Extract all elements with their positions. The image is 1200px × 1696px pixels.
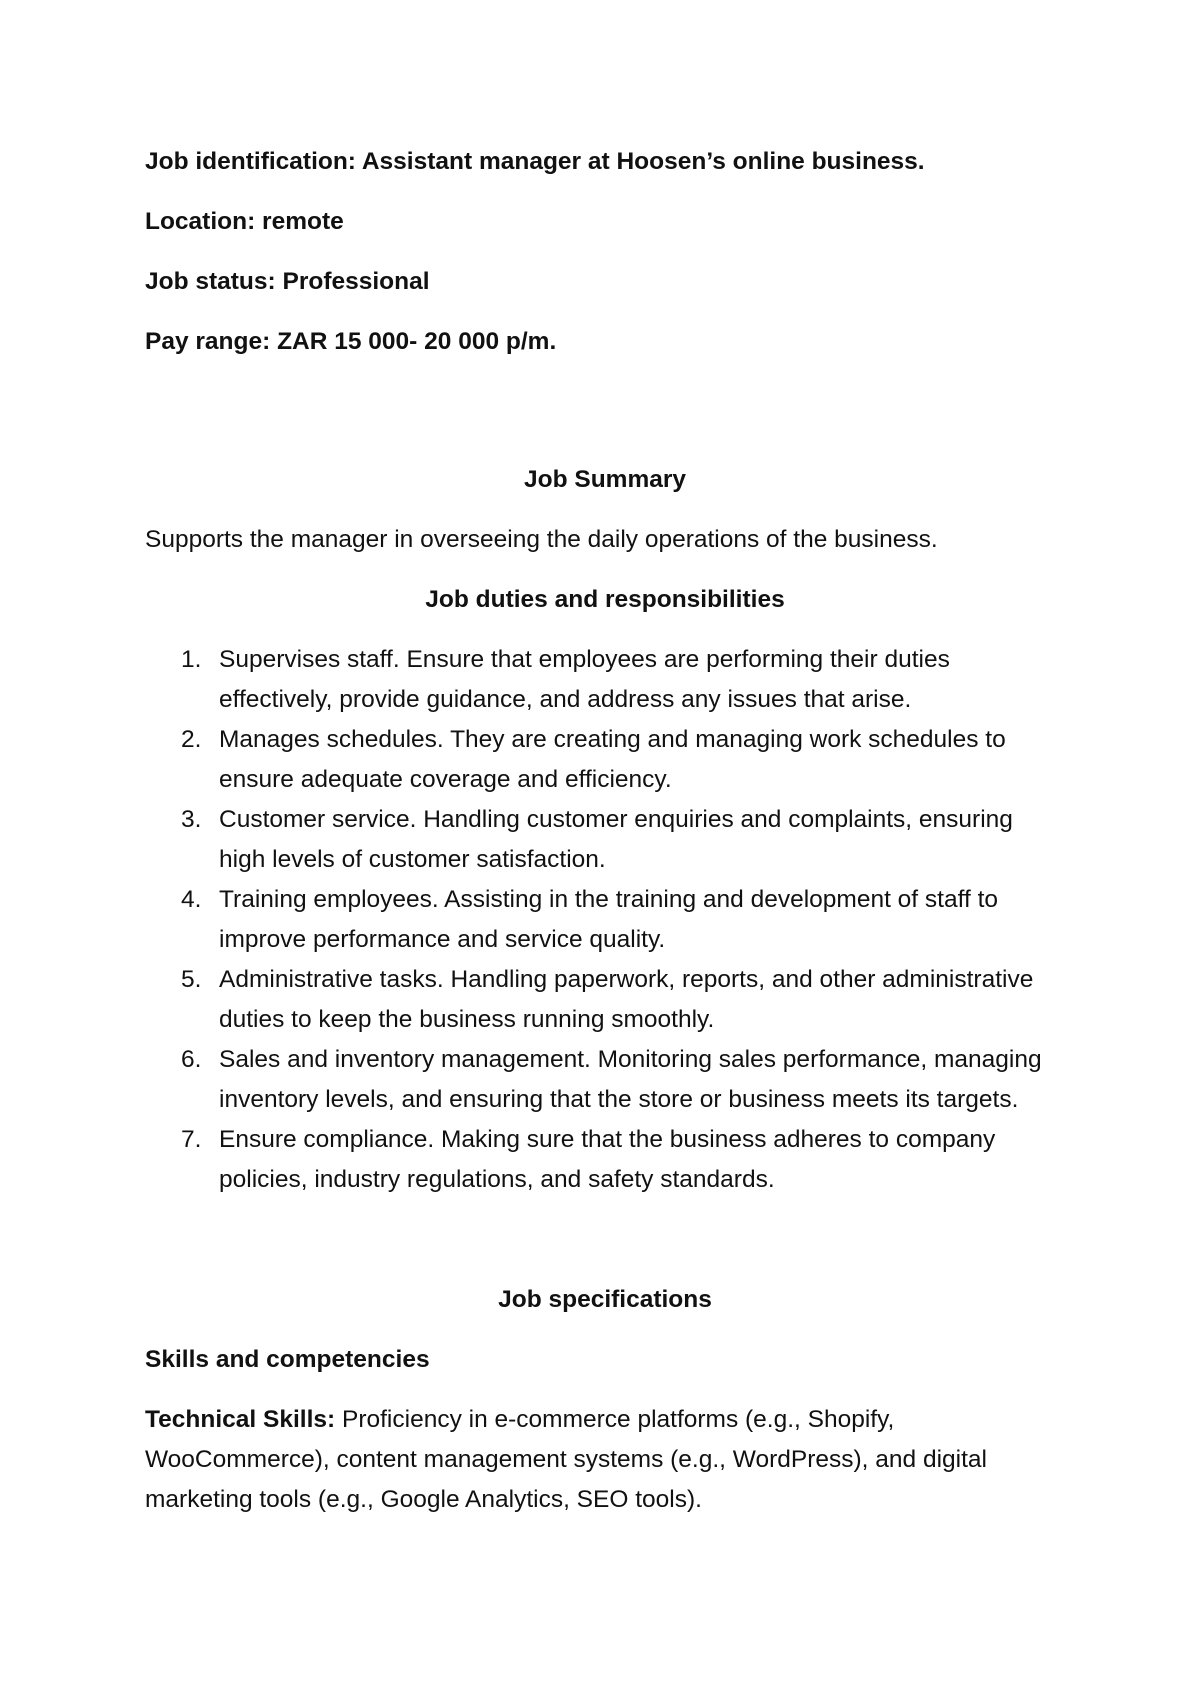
list-item-number: 4. — [181, 886, 202, 913]
list-item-number: 3. — [181, 806, 202, 833]
list-item — [145, 960, 1065, 1040]
skills-heading: Skills and competencies — [145, 1346, 430, 1373]
job-identification: Job identification: Assistant manager at Hoosen’s online business. — [145, 148, 925, 175]
list-item — [145, 720, 1065, 800]
list-item-text: Customer service. Handling customer enquiries and complaints, ensuring high levels of customer satisfaction. — [219, 806, 1013, 873]
list-item-text: Administrative tasks. Handling paperwork, reports, and other administrative duties to keep the business running smoothly. — [219, 966, 1034, 1033]
job-summary-heading: Job Summary — [523, 466, 687, 493]
job-specifications-heading: Job specifications — [498, 1286, 712, 1313]
list-item — [145, 1040, 1065, 1120]
list-item-number: 7. — [181, 1126, 202, 1153]
list-item-number: 1. — [181, 646, 202, 673]
list-item-text: Training employees. Assisting in the training and development of staff to improve performance and service quality. — [219, 886, 999, 953]
job-status: Job status: Professional — [145, 268, 430, 295]
list-item — [145, 800, 1065, 880]
technical-skills-paragraph — [145, 1400, 1065, 1520]
list-item-text: Sales and inventory management. Monitoring sales performance, managing inventory levels, and ensuring that the store or business meets its targets. — [219, 1046, 1042, 1113]
list-item-text: Ensure compliance. Making sure that the business adheres to company policies, industry regulations, and safety standards. — [219, 1126, 996, 1193]
list-item — [145, 640, 1065, 720]
technical-skills-label: Technical Skills: — [145, 1406, 336, 1433]
spacer — [145, 382, 1065, 460]
list-item-number: 6. — [181, 1046, 202, 1073]
document-body — [145, 142, 1065, 1540]
list-item-text: Supervises staff. Ensure that employees are performing their duties effectively, provide guidance, and address any issues that arise. — [219, 646, 950, 713]
job-summary-text: Supports the manager in overseeing the daily operations of the business. — [145, 526, 938, 553]
job-location: Location: remote — [145, 208, 344, 235]
duties-heading: Job duties and responsibilities — [425, 586, 785, 613]
list-item-number: 2. — [181, 726, 202, 753]
technical-skills-text: Proficiency in e-commerce platforms (e.g., Shopify, WooCommerce), content management systems (e.g., WordPress), and digital marketing tools (e.g., Google Analytics, SEO tools). — [145, 1406, 987, 1513]
list-item — [145, 1120, 1065, 1200]
duties-list — [145, 640, 1065, 1200]
list-item-number: 5. — [181, 966, 202, 993]
pay-range: Pay range: ZAR 15 000- 20 000 p/m. — [145, 328, 557, 355]
list-item-text: Manages schedules. They are creating and managing work schedules to ensure adequate coverage and efficiency. — [219, 726, 1006, 793]
spacer — [145, 1200, 1065, 1280]
list-item — [145, 880, 1065, 960]
